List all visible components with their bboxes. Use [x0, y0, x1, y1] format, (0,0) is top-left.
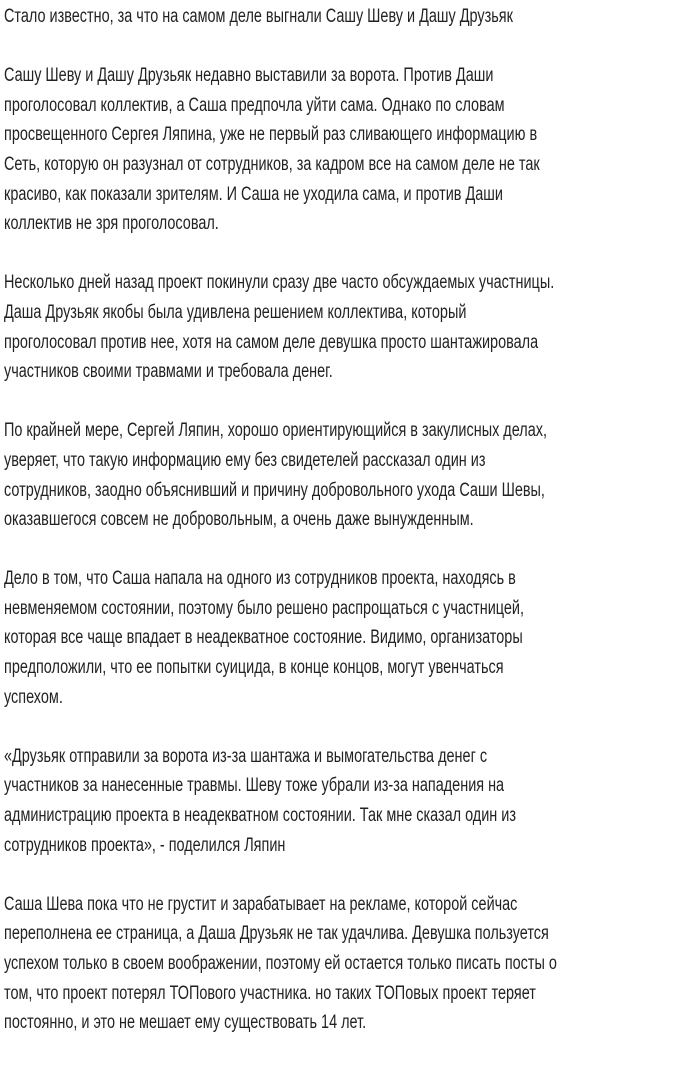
text-line: По крайней мере, Сергей Ляпин, хорошо ориентирующийся в закулисных делах, — [4, 420, 547, 442]
text-line: проголосовал коллектив, а Саша предпочла уйти сама. Однако по словам — [4, 94, 505, 116]
text-line: Саша Шева пока что не грустит и зарабатывает на рекламе, которой сейчас — [4, 893, 518, 915]
paragraph-4 — [4, 564, 688, 712]
text-line: «Друзьяк отправили за ворота из-за шантажа и вымогательства денег с — [4, 745, 488, 767]
text-line: красиво, как показали зрителям. И Саша не уходила сама, и против Даши — [4, 183, 503, 205]
text-line: том, что проект потерял ТОПового участника. но таких ТОПовых проект теряет — [4, 982, 536, 1004]
text-line: постоянно, и это не мешает ему существовать 14 лет. — [4, 1012, 367, 1034]
text-line: администрацию проекта в неадекватном состоянии. Так мне сказал один из — [4, 805, 516, 827]
text-line: проголосовал против нее, хотя на самом деле девушка просто шантажировала — [4, 331, 539, 353]
text-line: Даша Друзьяк якобы была удивлена решением коллектива, который — [4, 301, 467, 323]
text-line: коллектив не зря проголосовал. — [4, 213, 219, 235]
paragraph-3 — [4, 416, 688, 534]
text-line: сотрудников, заодно объяснивший и причину добровольного ухода Саши Шевы, — [4, 479, 545, 501]
paragraph-6 — [4, 890, 688, 1038]
text-line: Сеть, которую он разузнал от сотрудников, за кадром все на самом деле не так — [4, 153, 540, 175]
paragraph-2 — [4, 268, 688, 386]
paragraph-1 — [4, 61, 688, 239]
text-line: Дело в том, что Саша напала на одного из сотрудников проекта, находясь в — [4, 568, 516, 590]
text-line: участников своими травмами и требовала денег. — [4, 361, 333, 383]
text-line: успехом только в своем воображении, поэтому ей остается только писать посты о — [4, 953, 557, 974]
title-text: Стало известно, за что на самом деле выгнали Сашу Шеву и Дашу Друзьяк — [4, 6, 513, 27]
text-line: успехом. — [4, 686, 63, 708]
text-line: Несколько дней назад проект покинули сразу две часто обсуждаемых участницы. — [4, 272, 555, 294]
text-line: предположили, что ее попытки суицида, в конце концов, могут увенчаться — [4, 657, 504, 679]
text-line: просвещенного Сергея Ляпина, уже не первый раз сливающего информацию в — [4, 124, 538, 146]
text-line: невменяемом состоянии, поэтому было решено распрощаться с участницей, — [4, 597, 524, 619]
text-line: уверяет, что такую информацию ему без свидетелей рассказал один из — [4, 449, 486, 471]
text-line: переполнена ее страница, а Даша Друзьяк не так удачлива. Девушка пользуется — [4, 923, 549, 945]
paragraph-quote — [4, 742, 688, 860]
article-title — [4, 2, 688, 32]
text-line: сотрудников проекта», - поделился Ляпин — [4, 834, 286, 856]
text-line: которая все чаще впадает в неадекватное состояние. Видимо, организаторы — [4, 627, 523, 649]
article — [4, 2, 688, 1067]
text-line: оказавшегося совсем не добровольным, а очень даже вынужденным. — [4, 509, 474, 531]
text-line: участников за нанесенные травмы. Шеву тоже убрали из-за нападения на — [4, 775, 505, 797]
text-line: Сашу Шеву и Дашу Друзьяк недавно выставили за ворота. Против Даши — [4, 65, 494, 87]
